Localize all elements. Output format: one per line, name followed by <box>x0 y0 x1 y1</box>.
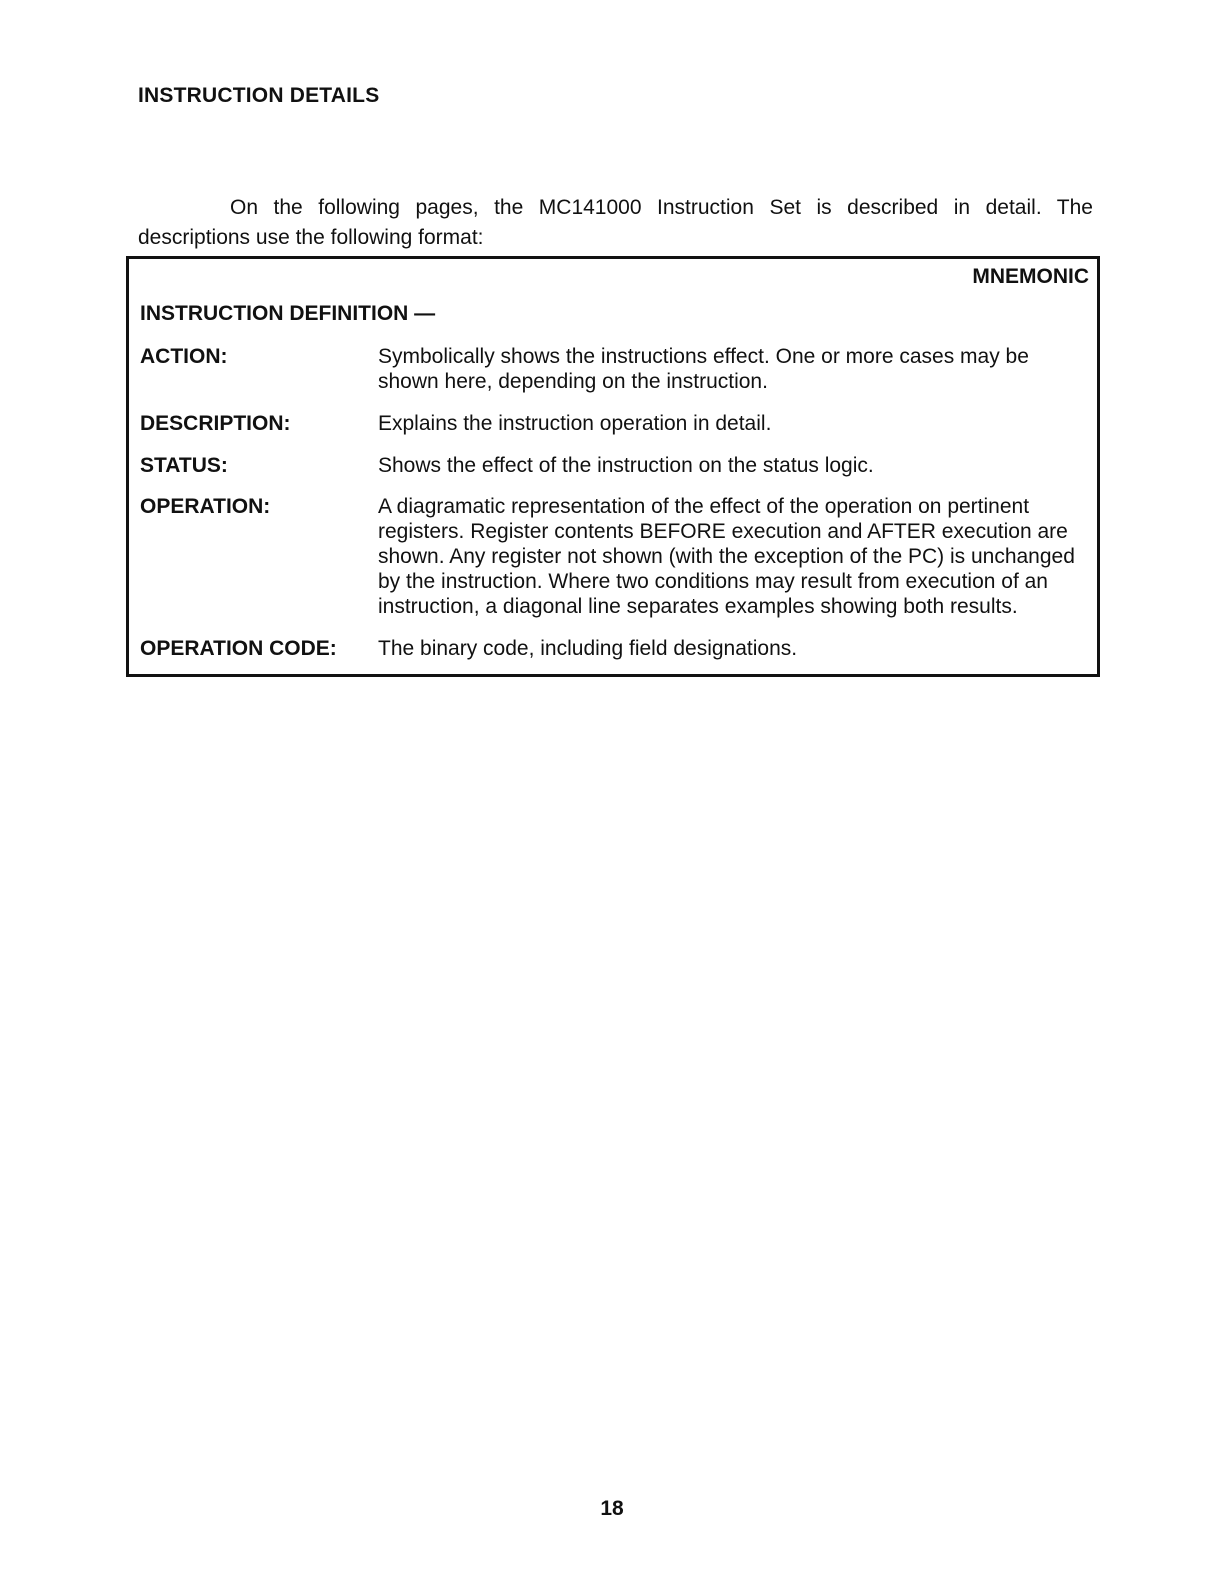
page-number: 18 <box>600 1497 624 1520</box>
format-term: OPERATION: <box>140 495 271 518</box>
intro-paragraph: On the following pages, the MC141000 Instruction Set is described in detail. The descriptions use the following format: <box>138 196 1093 249</box>
format-description: Symbolically shows the instructions effect. One or more cases may be shown here, depending on the instruction. <box>378 345 1029 393</box>
format-description: Shows the effect of the instruction on the status logic. <box>378 454 874 477</box>
format-description: The binary code, including field designations. <box>378 637 798 660</box>
format-term: OPERATION CODE: <box>140 637 337 660</box>
format-term: STATUS: <box>140 454 228 477</box>
format-term: DESCRIPTION: <box>140 412 291 435</box>
page-heading: INSTRUCTION DETAILS <box>138 84 380 107</box>
instruction-format-box <box>126 256 1100 677</box>
mnemonic-label: MNEMONIC <box>972 265 1089 288</box>
format-term: ACTION: <box>140 345 228 368</box>
instruction-definition-title: INSTRUCTION DEFINITION — <box>140 302 436 325</box>
format-description: Explains the instruction operation in detail. <box>378 412 772 435</box>
format-description: A diagramatic representation of the effect of the operation on pertinent registers. Register contents BEFORE execution and AFTER execution are shown. Any register not shown (with the exception of the PC) is unchanged by the instruction. Where two conditions may result from execution of an instruction, a diagonal line separates examples showing both results. <box>378 495 1075 618</box>
